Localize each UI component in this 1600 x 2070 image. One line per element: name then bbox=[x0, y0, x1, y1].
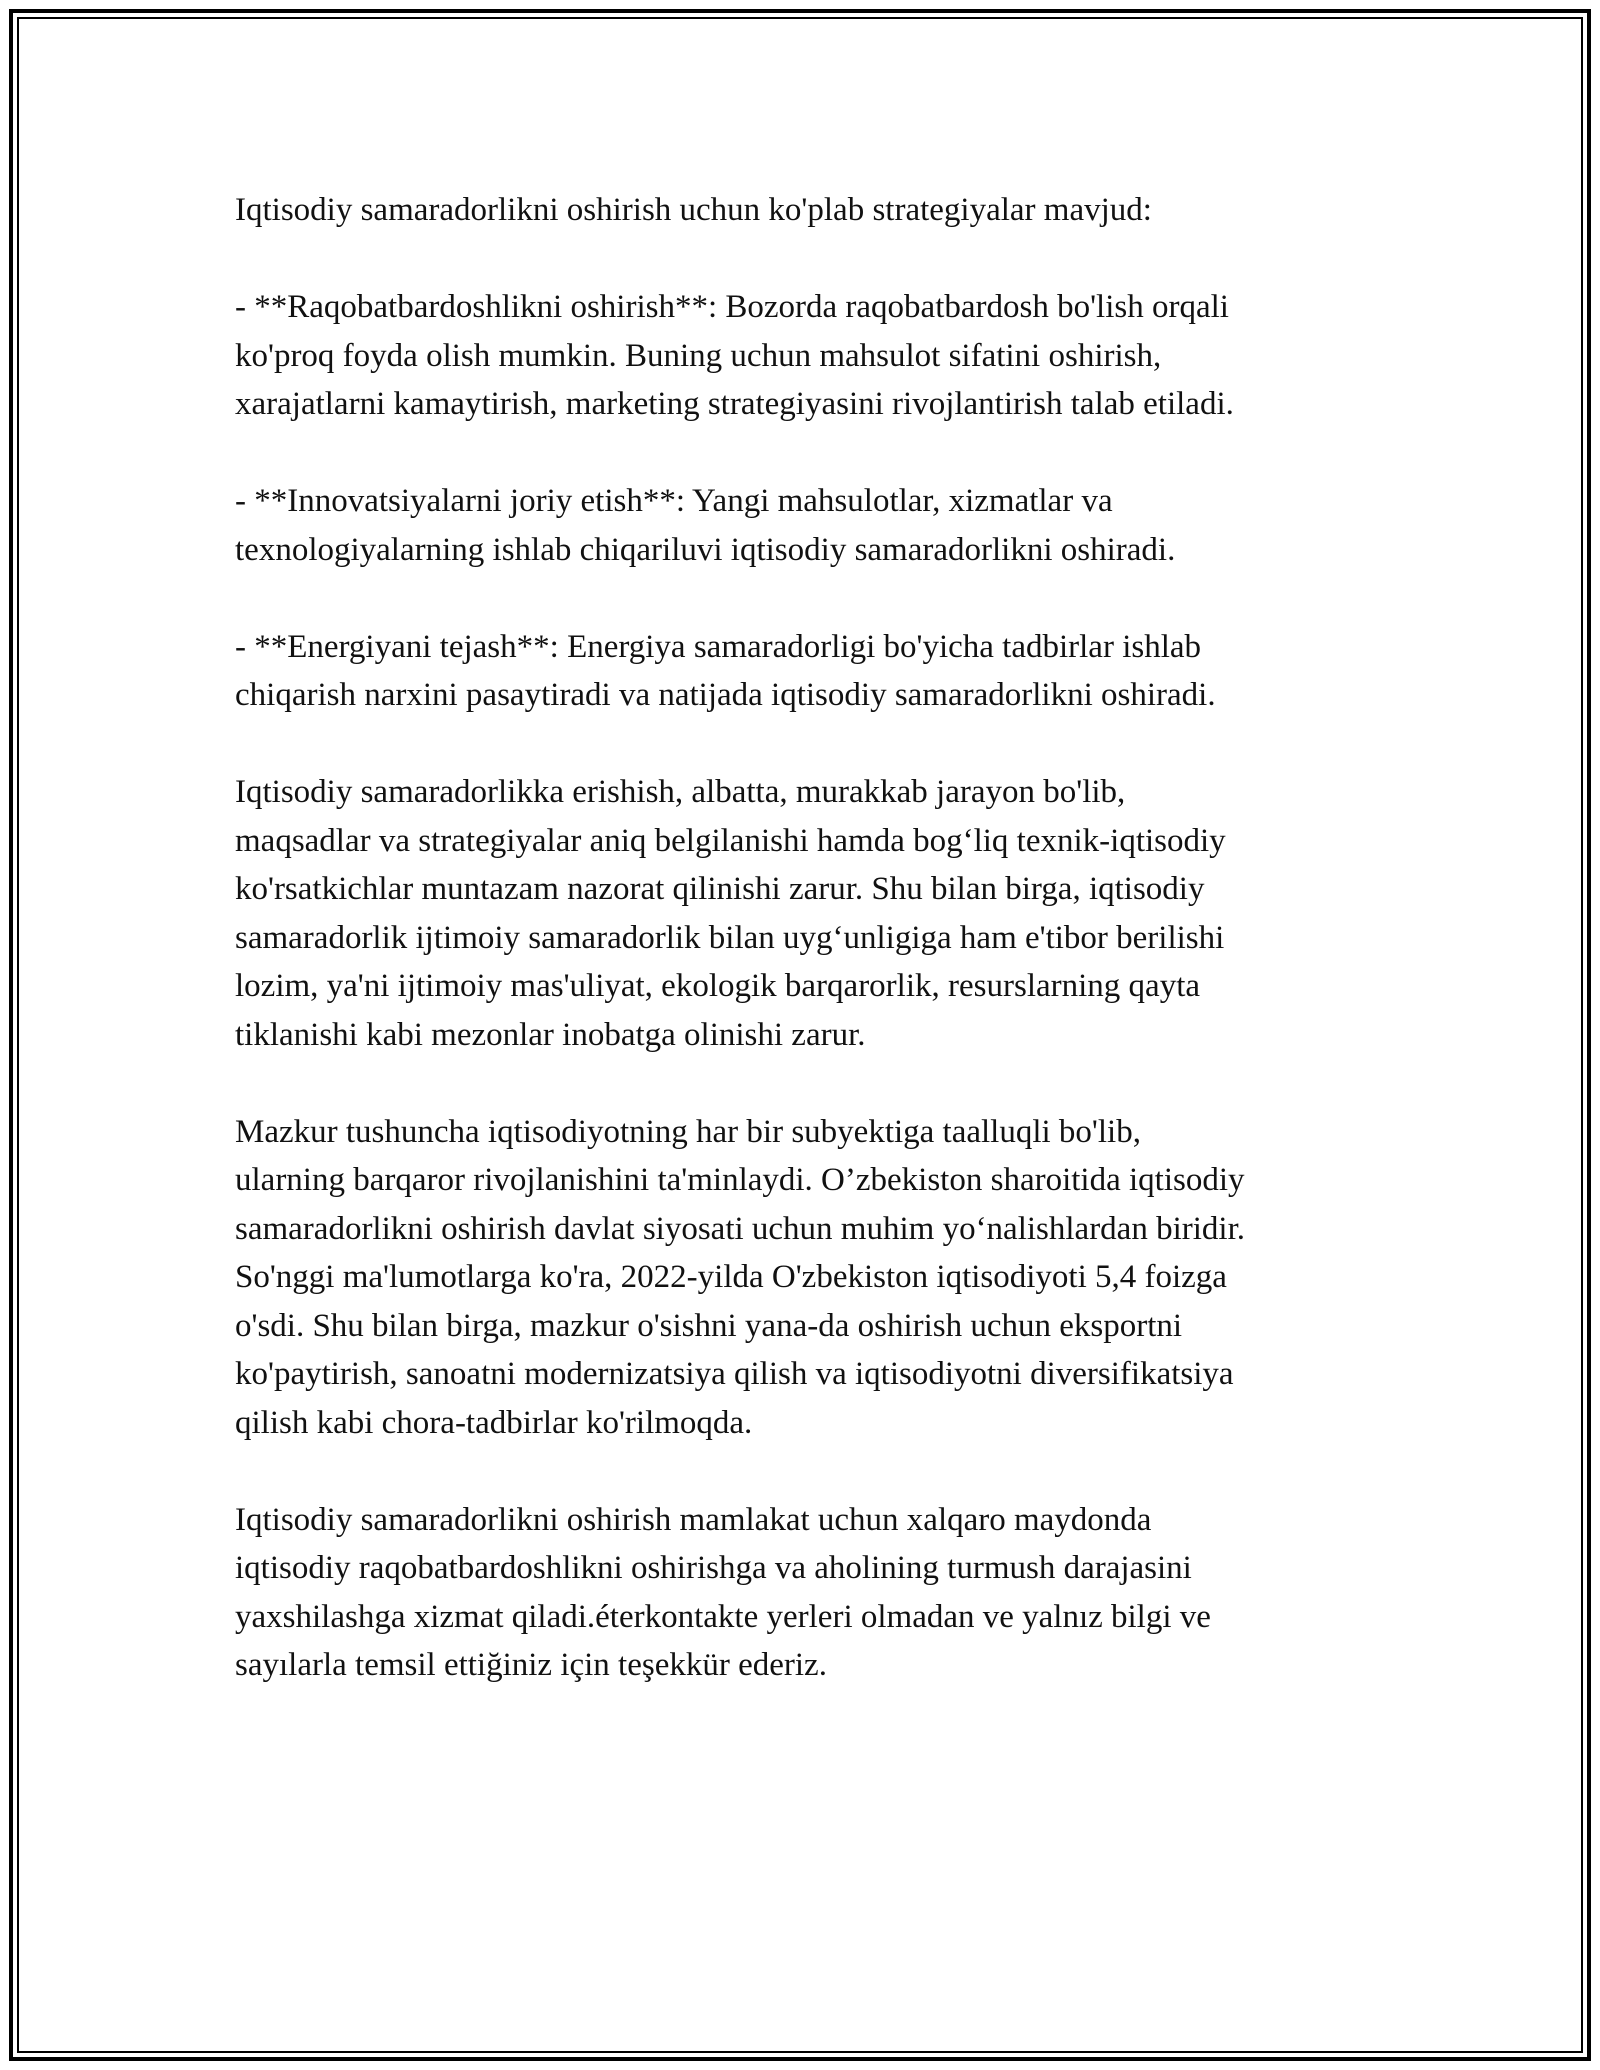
paragraph-energy: - **Energiyani tejash**: Energiya samaradorligi bo'yicha tadbirlar ishlab chiqarish narxini pasaytiradi va natijada iqtisodiy samaradorlikni oshiradi. bbox=[235, 628, 1216, 713]
paragraph-achieving-efficiency: Iqtisodiy samaradorlikka erishish, albatta, murakkab jarayon bo'lib, maqsadlar va strategiyalar aniq belgilanishi hamda bog‘liq texnik-iqtisodiy ko'rsatkichlar muntazam nazorat qilinishi zarur. Shu bilan birga, iqtisodiy samaradorlik ijtimoiy samaradorlik bilan uyg‘unligiga ham e'tibor berilishi lozim, ya'ni ijtimoiy mas'uliyat, ekologik barqarorlik, resurslarning qayta tiklanishi kabi mezonlar inobatga olinishi zarur. bbox=[235, 774, 1226, 1053]
paragraph-innovations: - **Innovatsiyalarni joriy etish**: Yangi mahsulotlar, xizmatlar va texnologiyalarning ishlab chiqariluvi iqtisodiy samaradorlikni oshiradi. bbox=[235, 483, 1176, 568]
paragraph-intro: Iqtisodiy samaradorlikni oshirish uchun ko'plab strategiyalar mavjud: bbox=[235, 192, 1152, 228]
paragraph-uzbekistan: Mazkur tushuncha iqtisodiyotning har bir subyektiga taalluqli bo'lib, ularning barqaror rivojlanishini ta'minlaydi. O’zbekiston sharoitida iqtisodiy samaradorlikni oshirish davlat siyosati uchun muhim yo‘nalishlardan biridir. So'nggi ma'lumotlarga ko'ra, 2022-yilda O'zbekiston iqtisodiyoti 5,4 foizga o'sdi. Shu bilan birga, mazkur o'sishni yana-da oshirish uchun eksportni ko'paytirish, sanoatni modernizatsiya qilish va iqtisodiyotni diversifikatsiya qilish kabi chora-tadbirlar ko'rilmoqda. bbox=[235, 1113, 1245, 1441]
paragraph-competitiveness: - **Raqobatbardoshlikni oshirish**: Bozorda raqobatbardosh bo'lish orqali ko'proq foyda olish mumkin. Buning uchun mahsulot sifatini oshirish, xarajatlarni kamaytirish, marketing strategiyasini rivojlantirish talab etiladi. bbox=[235, 289, 1234, 422]
document-body bbox=[235, 186, 1385, 1690]
paragraph-conclusion: Iqtisodiy samaradorlikni oshirish mamlakat uchun xalqaro maydonda iqtisodiy raqobatbardoshlikni oshirishga va aholining turmush darajasini yaxshilashga xizmat qiladi.éterkontakte yerleri olmadan ve yalnız bilgi ve sayılarla temsil ettiğiniz için teşekkür ederiz. bbox=[235, 1501, 1211, 1683]
